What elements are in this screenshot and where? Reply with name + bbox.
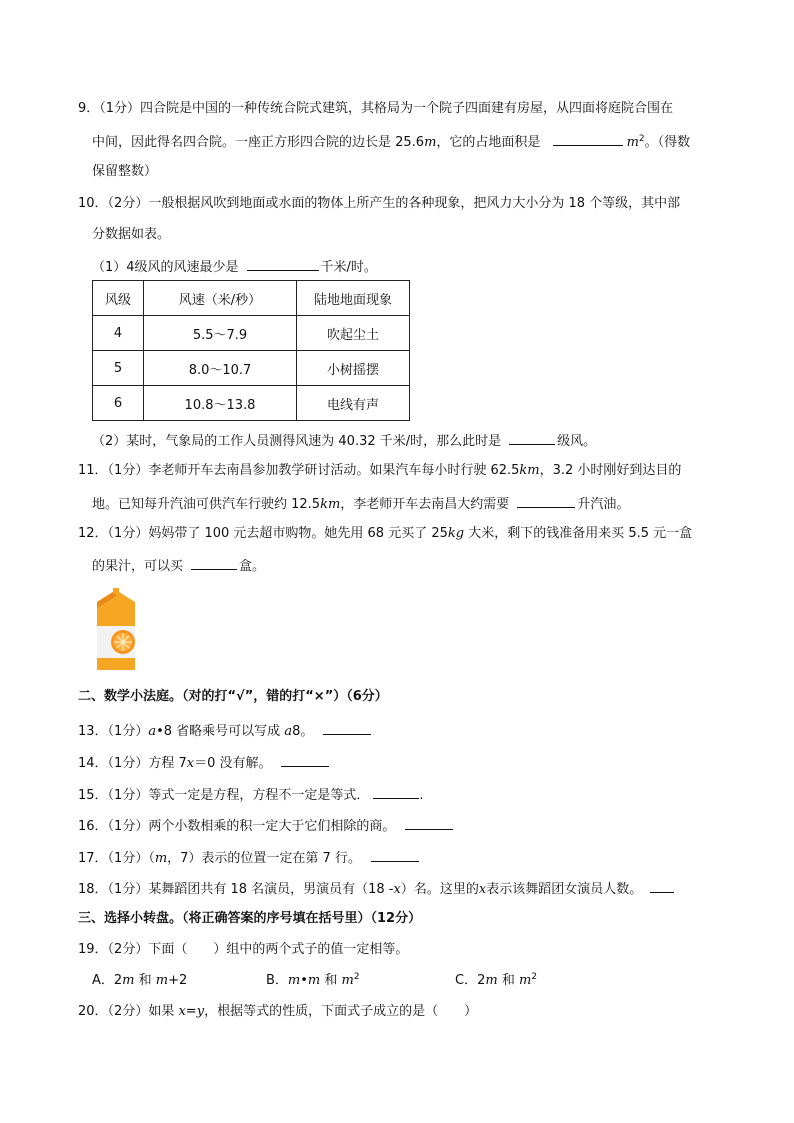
q10-line1: 10．（2分）一般根据风吹到地面或水面的物体上所产生的各种现象，把风力大小分为 18 个等级，其中部 (78, 196, 681, 211)
option-text: 和 (324, 973, 338, 988)
var-m: m (341, 973, 354, 988)
table-header-cell: 陆地地面现象 (297, 281, 410, 316)
answer-blank[interactable] (191, 555, 237, 570)
unit-m: m (424, 135, 437, 150)
q11-line2-text: 地。已知每升汽油可供汽车行驶约 12.5 (92, 497, 321, 512)
superscript: 2 (638, 134, 645, 144)
q11-line1-text: 11．（1分）李老师开车去南昌参加教学研讨活动。如果汽车每小时行驶 62.5 (78, 463, 520, 478)
table-header-row (93, 281, 410, 316)
table-cell: 10.8～13.8 (144, 386, 297, 421)
q10-line2: 分数据如表。 (92, 227, 171, 242)
var-x: x (178, 1004, 186, 1019)
section-title: 三、选择小转盘。（将正确答案的序号填在括号里）（12分） (78, 911, 422, 926)
q12-line2-text: 的果汁，可以买 (92, 559, 184, 574)
answer-blank[interactable] (373, 784, 419, 799)
unit-km: km (320, 497, 341, 512)
table-row (93, 351, 410, 386)
table-cell: 吹起尘土 (297, 316, 410, 351)
q17 (78, 847, 419, 869)
q17-text-b: ，7）表示的位置一定在第 7 行。 (167, 851, 361, 866)
q13-text-b: •8 省略乘号可以写成 (156, 724, 285, 739)
table-cell: 4 (93, 316, 144, 351)
answer-blank[interactable] (281, 752, 329, 767)
table-cell: 电线有声 (297, 386, 410, 421)
unit-km: km (519, 463, 540, 478)
var-y: y (196, 1004, 205, 1019)
q9-line2 (92, 131, 690, 153)
q17-text: 17．（1分）（ (78, 851, 155, 866)
option-text: 和 (138, 973, 152, 988)
table-header-cell: 风速（米/秒） (144, 281, 297, 316)
q20 (78, 1002, 477, 1022)
q14 (78, 752, 329, 774)
q16 (78, 815, 453, 837)
q16-text: 16．（1分）两个小数相乘的积一定大于它们相除的商。 (78, 819, 396, 834)
carton-spout (113, 588, 119, 594)
q9-line2-text: 中间，因此得名四合院。一座正方形四合院的边长是 25.6 (92, 135, 425, 150)
q9-line3: 保留整数） (92, 164, 158, 179)
q9-line2-text-c: 。（得数 (644, 135, 691, 150)
q19-option-b[interactable] (266, 971, 360, 991)
unit-m2: m (626, 135, 639, 150)
var-m: m (518, 973, 532, 988)
answer-blank[interactable] (323, 720, 371, 735)
var-m: m (154, 851, 168, 866)
q15-end: . (419, 788, 424, 803)
q18-text-b: ）名。这里的 (400, 882, 479, 897)
superscript: 2 (531, 972, 538, 982)
option-label: A．2 (92, 973, 123, 988)
var-a: a (284, 724, 293, 739)
var-m: m (307, 973, 321, 988)
q15 (78, 784, 423, 806)
q12-line1-text-b: 大米，剩下的钱准备用来买 5.5 元一盒 (464, 526, 693, 541)
table-cell: 5.5～7.9 (144, 316, 297, 351)
q12-line1-text: 12．（1分）妈妈带了 100 元去超市购物。她先用 68 元买了 25 (78, 526, 448, 541)
var-m: m (485, 973, 498, 988)
var-x: x (393, 882, 401, 897)
answer-blank[interactable] (247, 256, 319, 271)
q11-line2-text-b: ，李老师开车去南昌大约需要 (340, 497, 510, 512)
q11-line1 (78, 461, 681, 481)
section-title: 二、数学小法庭。（对的打“√”，错的打“×”）（6分） (78, 689, 388, 704)
q20-text-b: ，根据等式的性质，下面式子成立的是（ ） (204, 1004, 478, 1019)
q18-text-c: 表示该舞蹈团女演员人数。 (486, 882, 643, 897)
var-m: m (287, 973, 301, 988)
q19-stem: 19．（2分）下面（ ）组中的两个式子的值一定相等。 (78, 942, 409, 957)
q13-text: 13．（1分） (78, 724, 149, 739)
q11-line2-unit: 升汽油。 (577, 497, 630, 512)
option-label: C．2 (455, 973, 486, 988)
answer-blank[interactable] (553, 131, 623, 146)
q13 (78, 720, 371, 742)
q9-line2-text-b: ，它的占地面积是 (436, 135, 541, 150)
table-cell: 小树摇摆 (297, 351, 410, 386)
q18-text: 18．（1分）某舞蹈团共有 18 名演员，男演员有（18 - (78, 882, 394, 897)
q19-option-a[interactable] (92, 971, 187, 991)
q10-sub1 (92, 256, 377, 278)
q12-line2 (92, 555, 265, 577)
table-row (93, 316, 410, 351)
equals-sign: = (185, 1004, 197, 1019)
table-header-cell: 风级 (93, 281, 144, 316)
table-cell: 5 (93, 351, 144, 386)
option-text: • (300, 973, 308, 988)
q11-line2 (92, 493, 629, 515)
var-m: m (155, 973, 169, 988)
answer-blank[interactable] (517, 493, 575, 508)
q15-text: 15．（1分）等式一定是方程，方程不一定是等式． (78, 788, 370, 803)
table-cell: 6 (93, 386, 144, 421)
juice-carton-image (93, 588, 139, 672)
var-x: x (186, 756, 195, 771)
var-m: m (122, 973, 135, 988)
q10-sub2-unit: 级风。 (557, 434, 597, 449)
option-text: 和 (501, 973, 515, 988)
table-cell: 8.0～10.7 (144, 351, 297, 386)
q10-sub1-text: （1）4级风的风速最少是 (92, 260, 239, 275)
q11-line1-text-b: ，3.2 小时刚好到达目的 (539, 463, 682, 478)
q14-text-b: ＝0 没有解。 (194, 756, 272, 771)
q10-sub2-text: （2）某时，气象局的工作人员测得风速为 40.32 千米/时，那么此时是 (92, 434, 502, 449)
q18 (78, 878, 674, 900)
wind-scale-table (92, 280, 410, 421)
q13-text-c: 8。 (292, 724, 314, 739)
q20-text: 20．（2分）如果 (78, 1004, 179, 1019)
q10-sub1-unit: 千米/时。 (320, 260, 377, 275)
answer-blank[interactable] (509, 430, 555, 445)
q12-line1 (78, 524, 692, 544)
q10-sub2 (92, 430, 596, 452)
superscript: 2 (353, 972, 360, 982)
table-row (93, 386, 410, 421)
answer-blank[interactable] (405, 815, 453, 830)
option-text: +2 (168, 973, 188, 988)
q12-line2-unit: 盒。 (239, 559, 266, 574)
unit-kg: kg (447, 526, 465, 541)
q19-option-c[interactable] (455, 971, 537, 991)
option-label: B． (266, 973, 288, 988)
q14-text: 14．（1分）方程 7 (78, 756, 187, 771)
q9-line1: 9．（1分）四合院是中国的一种传统合院式建筑，其格局为一个院子四面建有房屋，从四面将庭院合围在 (78, 101, 674, 116)
var-a: a (148, 724, 157, 739)
answer-blank[interactable] (650, 878, 674, 893)
var-x: x (478, 882, 487, 897)
answer-blank[interactable] (371, 847, 419, 862)
